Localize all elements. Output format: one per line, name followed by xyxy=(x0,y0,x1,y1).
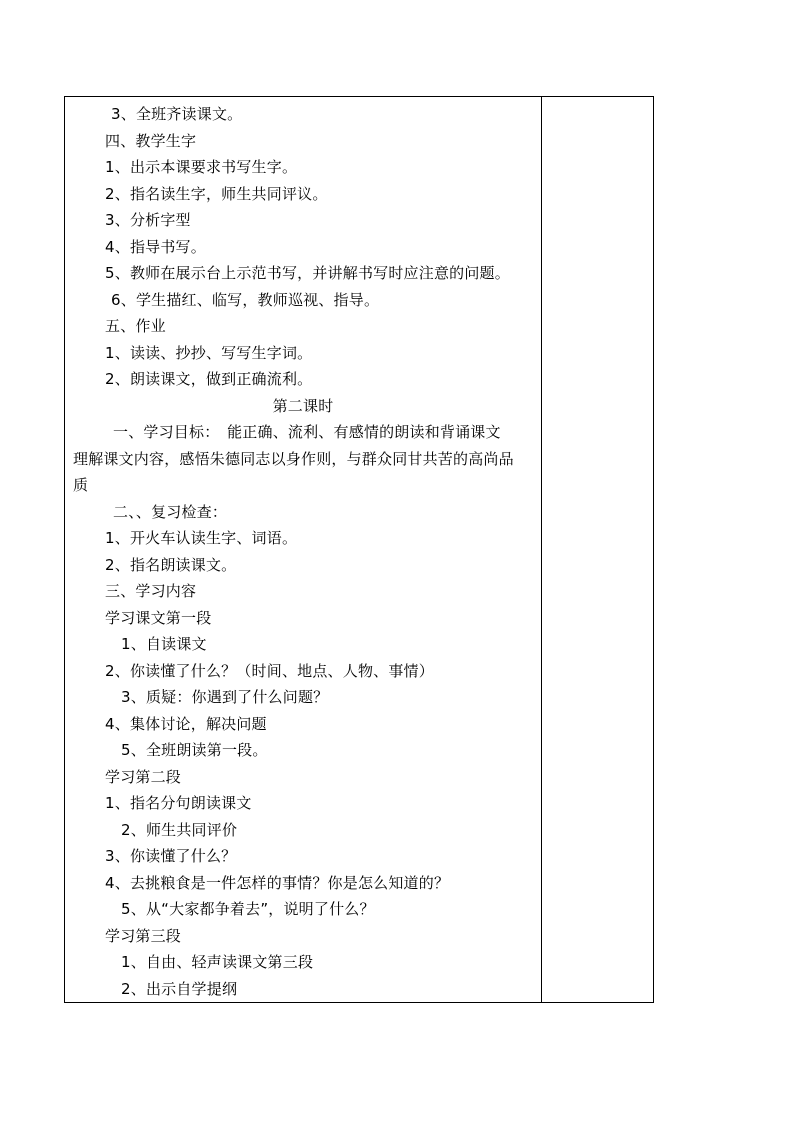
text-line: 1、出示本课要求书写生字。 xyxy=(105,158,298,176)
text-line: 4、去挑粮食是一件怎样的事情？你是怎么知道的？ xyxy=(105,874,450,892)
text-line: 3、分析字型 xyxy=(105,211,191,229)
section-heading: 四、教学生字 xyxy=(105,132,197,150)
subsection-heading: 学习课文第一段 xyxy=(105,609,212,627)
text-line: 2、朗读课文，做到正确流利。 xyxy=(105,370,313,388)
text-line: 5、从“大家都争着去”，说明了什么？ xyxy=(121,900,375,918)
text-line: 理解课文内容，感悟朱德同志以身作则，与群众同甘共苦的高尚品 xyxy=(73,450,514,468)
column-divider xyxy=(541,97,542,1002)
text-line: 2、出示自学提纲 xyxy=(121,980,238,998)
text-line: 3、你读懂了什么？ xyxy=(105,847,237,865)
text-line: 5、全班朗读第一段。 xyxy=(121,741,268,759)
text-line: 2、指名读生字，师生共同评议。 xyxy=(105,185,328,203)
text-line: 5、教师在展示台上示范书写，并讲解书写时应注意的问题。 xyxy=(105,264,510,282)
text-line: 1、自读课文 xyxy=(121,635,207,653)
text-line: 3、质疑：你遇到了什么问题？ xyxy=(121,688,329,706)
lesson-plan-table xyxy=(64,96,654,1003)
text-line: 质 xyxy=(73,476,89,494)
text-line: 1、自由、轻声读课文第三段 xyxy=(121,953,314,971)
text-line: 6、学生描红、临写，教师巡视、指导。 xyxy=(111,291,380,309)
text-line: 1、开火车认读生字、词语。 xyxy=(105,529,298,547)
lesson-title: 第二课时 xyxy=(272,397,334,415)
section-heading: 五、作业 xyxy=(105,317,166,335)
text-line: 4、集体讨论，解决问题 xyxy=(105,715,267,733)
text-line: 2、师生共同评价 xyxy=(121,821,238,839)
text-line: 3、全班齐读课文。 xyxy=(111,105,243,123)
subsection-heading: 学习第三段 xyxy=(105,927,182,945)
text-line: 1、读读、抄抄、写写生字词。 xyxy=(105,344,313,362)
text-line: 2、指名朗读课文。 xyxy=(105,556,237,574)
section-heading: 二、、复习检查： xyxy=(113,503,228,521)
text-line: 一、学习目标： 能正确、流利、有感情的朗读和背诵课文 xyxy=(113,423,501,441)
text-line: 4、指导书写。 xyxy=(105,238,206,256)
text-line: 1、指名分句朗读课文 xyxy=(105,794,252,812)
text-line: 2、你读懂了什么？（时间、地点、人物、事情） xyxy=(105,662,434,680)
subsection-heading: 学习第二段 xyxy=(105,768,182,786)
section-heading: 三、学习内容 xyxy=(105,582,197,600)
